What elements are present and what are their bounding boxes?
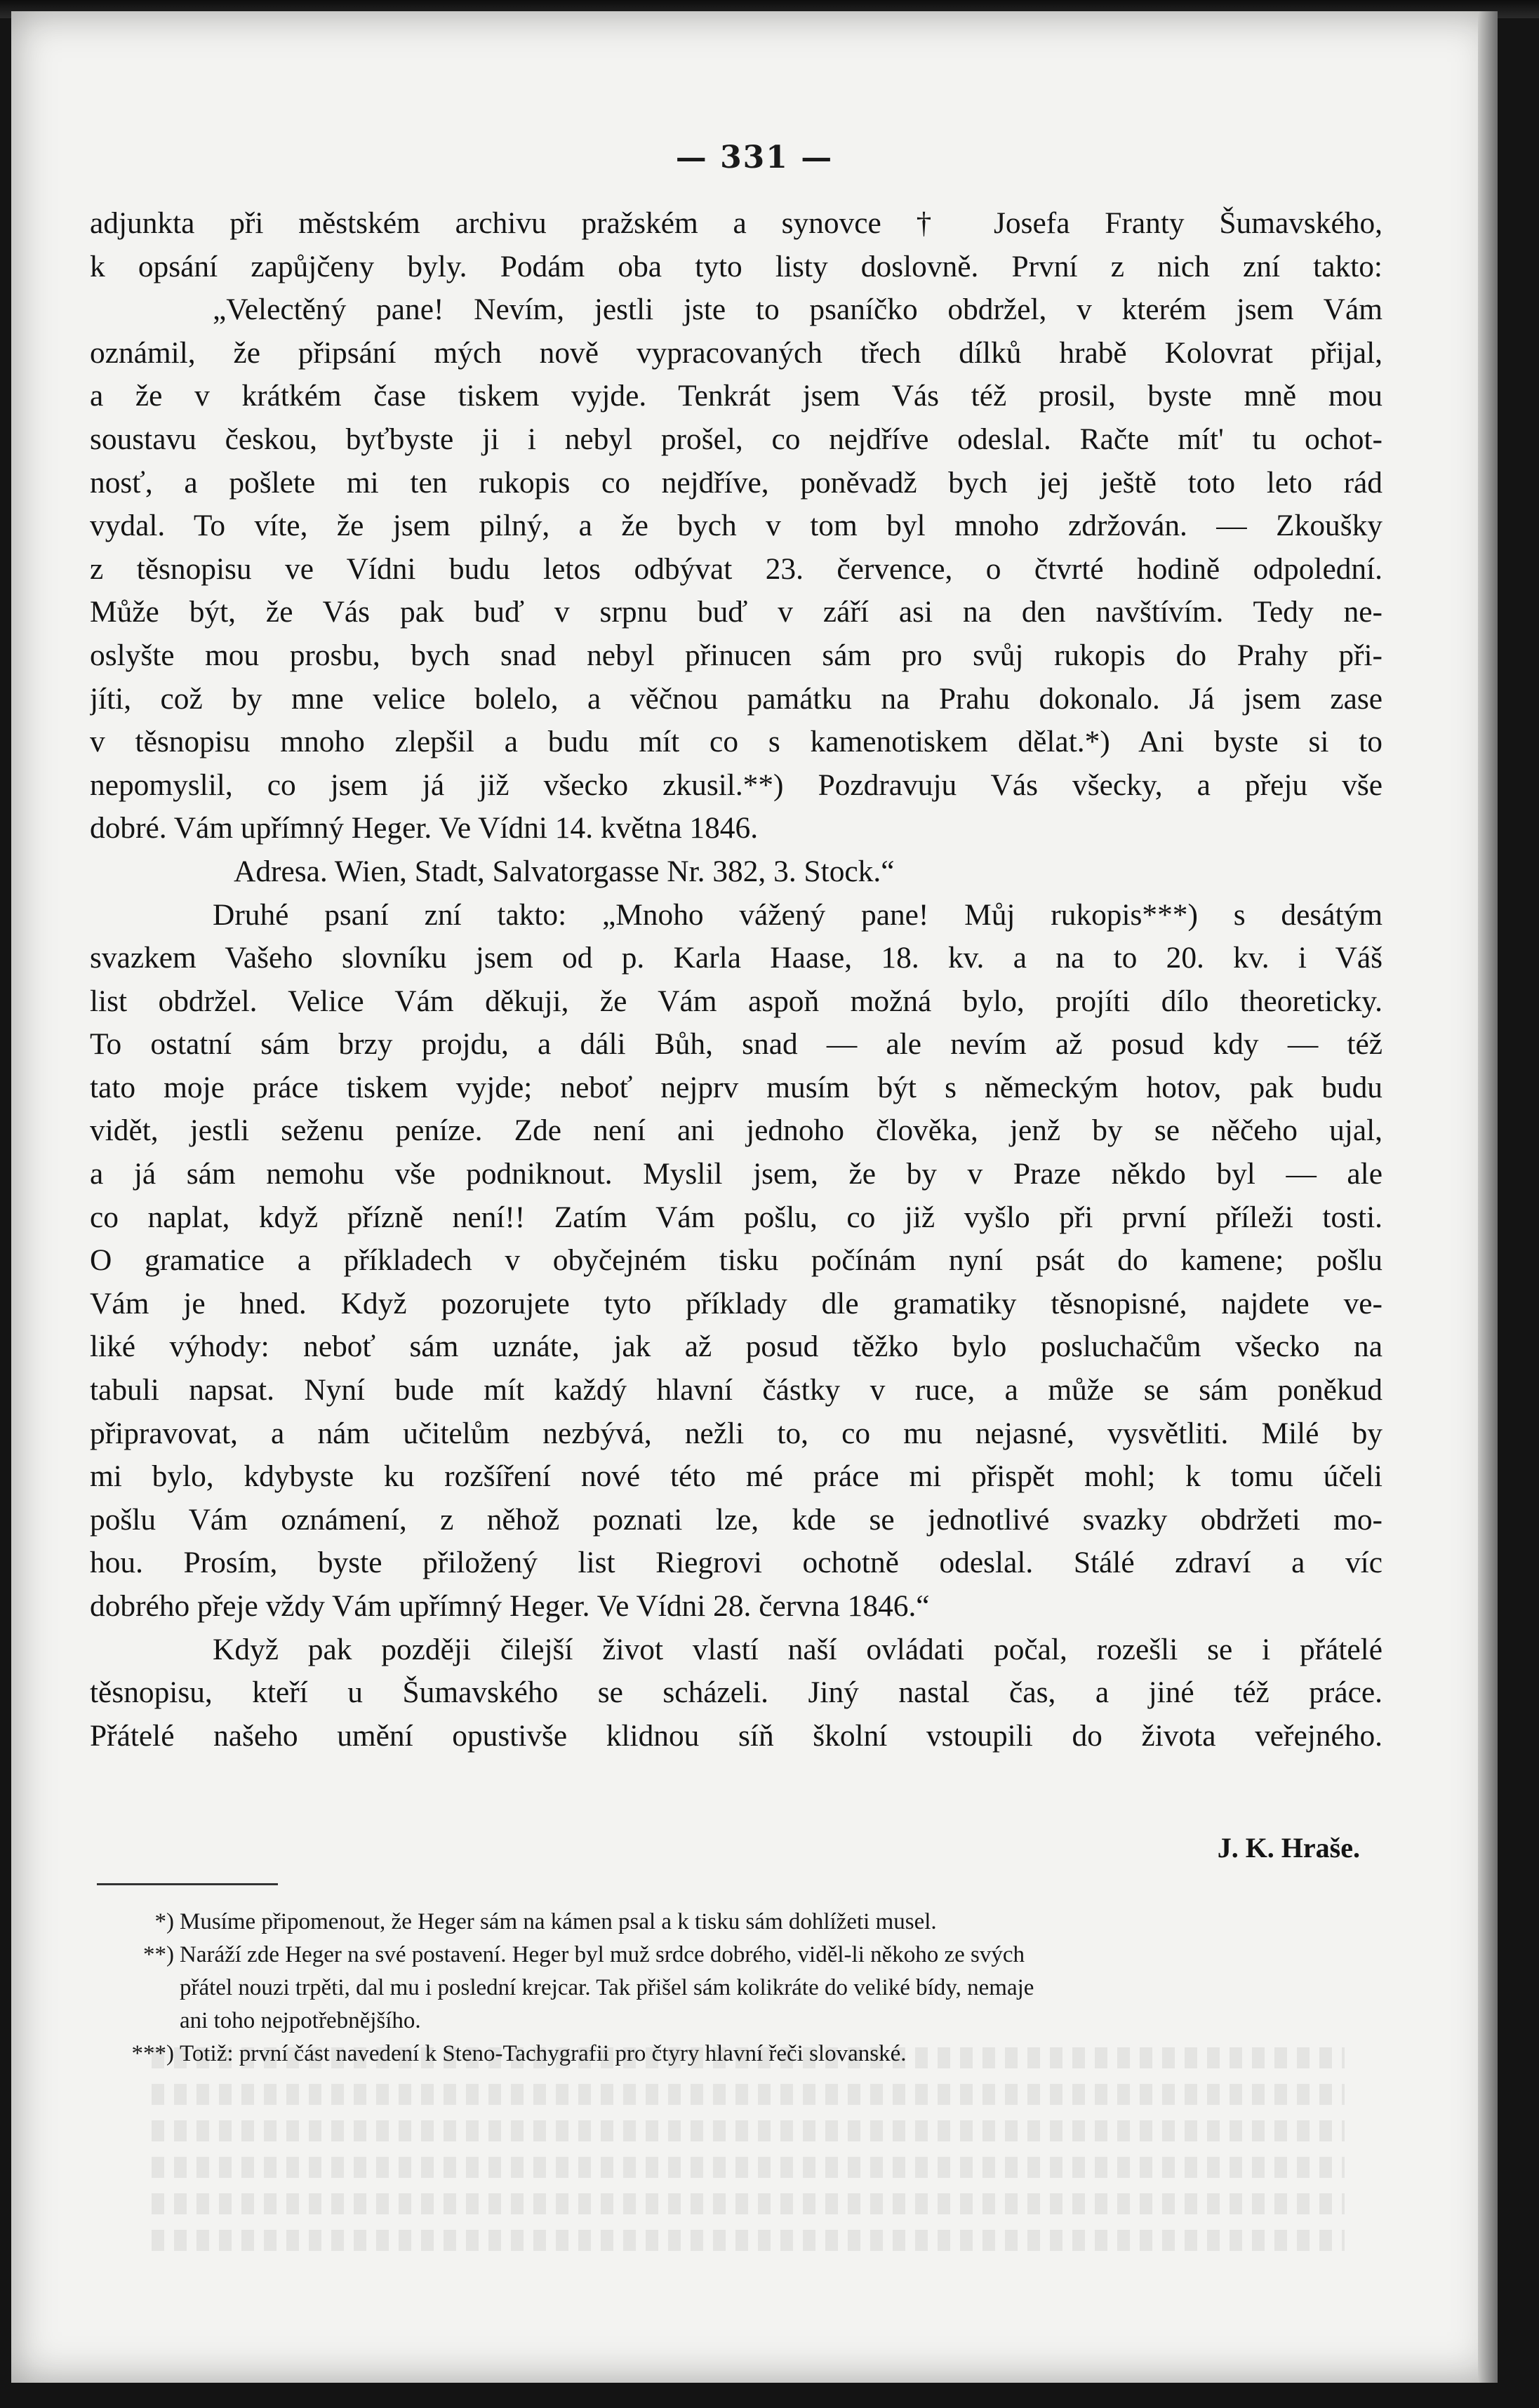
text-line: tabuli napsat. Nyní bude mít každý hlavní částky v ruce, a může se sám poněkud [90, 1373, 1383, 1407]
text-line: adjunkta při městském archivu pražském a synovce † Josefa Franty Šumavského, [90, 206, 1383, 240]
text-line: v těsnopisu mnoho zlepšil a budu mít co s kamenotiskem dělat.*) Ani byste si to [90, 725, 1383, 759]
text-line: připravovat, a nám učitelům nezbývá, nežli to, co mu nejasné, vysvětliti. Milé by [90, 1416, 1383, 1450]
footnote [90, 2038, 1383, 2071]
text-line: Může být, že Vás pak buď v srpnu buď v září asi na den navštívím. Tedy ne- [90, 595, 1383, 629]
text-line: liké výhody: neboť sám uznáte, jak až posud těžko bylo posluchačům všecko na [90, 1330, 1383, 1364]
footnote [90, 1939, 1383, 1972]
address-line: Adresa. Wien, Stadt, Salvatorgasse Nr. 382, 3. Stock.“ [234, 854, 895, 888]
text-line: vidět, jestli seženu peníze. Zde není ani jednoho člověka, jenž by se něčeho ujal, [90, 1113, 1383, 1148]
text-line: „Velectěný pane! Nevím, jestli jste to psaníčko obdržel, v kterém jsem Vám [213, 293, 1383, 327]
text-line: co naplat, když přízně není!! Zatím Vám pošlu, co již vyšlo při první příleži tosti. [90, 1200, 1383, 1234]
text-line: tato moje práce tiskem vyjde; neboť nejprv musím být s německým hotov, pak budu [90, 1070, 1383, 1104]
footnote-text: Musíme připomenout, že Heger sám na kámen psal a k tisku sám dohlížeti musel. [180, 1909, 937, 1934]
text-line: Přátelé našeho umění opustivše klidnou síň školní vstoupili do života veřejného. [90, 1718, 1383, 1753]
text-line: To ostatní sám brzy projdu, a dáli Bůh, snad — ale nevím až posud kdy — též [90, 1027, 1383, 1062]
footnote-divider [97, 1883, 278, 1885]
footnote-continuation: přátel nouzi trpěti, dal mu i poslední krejcar. Tak přišel sám kolikráte do veliké bídy, nemaje [180, 1975, 1034, 2000]
page-number: — 331 — [675, 140, 834, 175]
footnote-marker: **) [143, 1942, 174, 1967]
book-page [11, 11, 1498, 2383]
text-line: a já sám nemohu vše podniknout. Myslil jsem, že by v Praze někdo byl — ale [90, 1157, 1383, 1191]
text-line: těsnopisu, kteří u Šumavského se scházeli. Jiný nastal čas, a jiné též práce. [90, 1675, 1383, 1710]
text-line: oznámil, že připsání mých nově vypracovaných třech dílků hrabě Kolovrat přijal, [90, 335, 1383, 370]
text-line: O gramatice a příkladech v obyčejném tisku počínám nyní psát do kamene; pošlu [90, 1243, 1383, 1278]
footnote-marker: ***) [131, 2041, 174, 2066]
text-line: Druhé psaní zní takto: „Mnoho vážený pane! Můj rukopis***) s desátým [213, 897, 1383, 932]
show-through-text [11, 2032, 1498, 2383]
page-edge-shadow [1478, 11, 1498, 2383]
author-signature: J. K. Hraše. [1217, 1832, 1360, 1864]
text-line: jíti, což by mne velice bolelo, a věčnou památku na Prahu dokonalo. Já jsem zase [90, 681, 1383, 716]
text-line: soustavu českou, byťbyste ji i nebyl prošel, co nejdříve odeslal. Račte mít' tu ochot- [90, 422, 1383, 456]
text-line: a že v krátkém čase tiskem vyjde. Tenkrát jsem Vás též prosil, byste mně mou [90, 379, 1383, 413]
footnote [90, 1906, 1383, 1939]
text-line: dobrého přeje vždy Vám upřímný Heger. Ve Vídni 28. června 1846.“ [90, 1589, 930, 1623]
footnote-marker: *) [154, 1909, 174, 1934]
body-text [90, 202, 1383, 1758]
text-line: mi bylo, kdybyste ku rozšíření nové této mé práce mi přispět mohl; k tomu účeli [90, 1459, 1383, 1494]
text-line: Vám je hned. Když pozorujete tyto příklady dle gramatiky těsnopisné, najdete ve- [90, 1286, 1383, 1320]
footnotes [90, 1906, 1383, 2071]
text-line: dobré. Vám upřímný Heger. Ve Vídni 14. května 1846. [90, 811, 759, 845]
text-line: list obdržel. Velice Vám děkuji, že Vám aspoň možná bylo, projíti dílo theoreticky. [90, 984, 1383, 1018]
footnote-text: Totiž: první část navedení k Steno-Tachygrafii pro čtyry hlavní řeči slovanské. [180, 2041, 907, 2066]
text-line: hou. Prosím, byste přiložený list Riegrovi ochotně odeslal. Stálé zdraví a víc [90, 1546, 1383, 1580]
text-line: nosť, a pošlete mi ten rukopis co nejdříve, poněvadž bych jej ještě toto leto rád [90, 465, 1383, 500]
text-line: k opsání zapůjčeny byly. Podám oba tyto listy doslovně. První z nich zní takto: [90, 249, 1383, 283]
footnote-continuation: ani toho nejpotřebnějšího. [180, 2008, 421, 2033]
text-line: Když pak později čilejší život vlastí naší ovládati počal, rozešli se i přátelé [213, 1632, 1383, 1666]
footnote-text: Naráží zde Heger na své postavení. Heger byl muž srdce dobrého, viděl-li někoho ze svých [180, 1942, 1025, 1967]
text-line: vydal. To víte, že jsem pilný, a že bych v tom byl mnoho zdržován. — Zkoušky [90, 509, 1383, 543]
text-line: pošlu Vám oznámení, z něhož poznati lze, kde se jednotlivé svazky obdržeti mo- [90, 1502, 1383, 1537]
text-line: oslyšte mou prosbu, bych snad nebyl přinucen sám pro svůj rukopis do Prahy při- [90, 638, 1383, 672]
text-line: svazkem Vašeho slovníku jsem od p. Karla Haase, 18. kv. a na to 20. kv. i Váš [90, 941, 1383, 975]
text-line: z těsnopisu ve Vídni budu letos odbývat 23. července, o čtvrté hodině odpolední. [90, 551, 1383, 586]
text-line: nepomyslil, co jsem já již všecko zkusil.**) Pozdravuju Vás všecky, a přeju vše [90, 768, 1383, 802]
